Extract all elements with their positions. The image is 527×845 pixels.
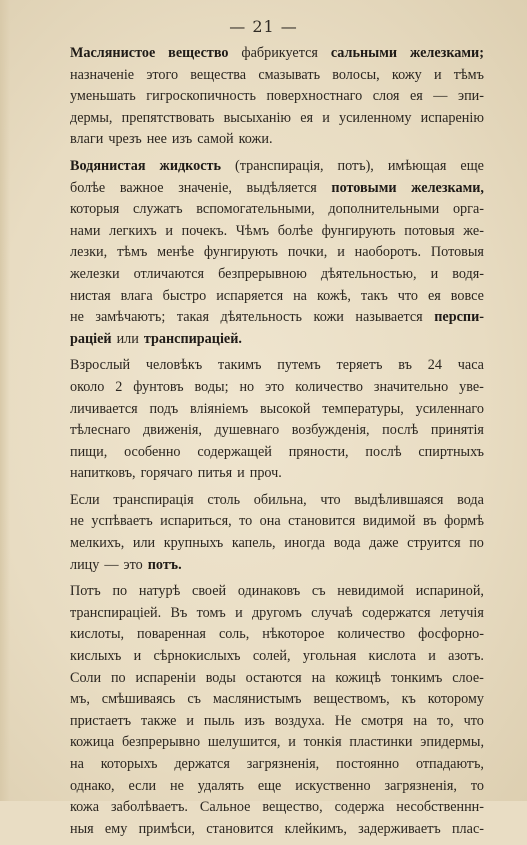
- text-line: [70, 307, 484, 329]
- word: железками,: [411, 179, 484, 196]
- word: фунгирують: [321, 222, 396, 239]
- word: тонкія: [303, 734, 342, 751]
- word: лезки,: [70, 244, 108, 261]
- word: питья: [197, 465, 233, 482]
- word: Маслянистое: [70, 45, 156, 61]
- word: однако,: [70, 777, 115, 794]
- text-line: [70, 533, 484, 555]
- word: Водянистая: [70, 157, 146, 174]
- word: кожи: [313, 309, 344, 326]
- word: загрязненія,: [384, 777, 457, 794]
- word: своей: [192, 583, 227, 600]
- word: человѣкъ: [145, 357, 203, 374]
- word: смотря: [361, 712, 404, 729]
- word: вліяніемъ: [190, 400, 249, 417]
- word: держатся: [174, 756, 230, 772]
- word: такая: [176, 309, 209, 326]
- word: это: [265, 378, 285, 395]
- text-line: [70, 603, 484, 625]
- page-shadow-edge: [0, 0, 10, 801]
- word: невидимой: [337, 583, 404, 600]
- word: искуственно: [295, 777, 371, 794]
- word: назначеніе: [70, 66, 135, 83]
- word: уменьшать: [70, 88, 136, 105]
- text-line: [70, 819, 484, 841]
- word: ему: [104, 820, 128, 837]
- word: препятствовать: [121, 109, 215, 126]
- word: эпидермы,: [420, 734, 484, 751]
- text-line: [70, 442, 484, 464]
- word: и: [186, 712, 194, 729]
- word: постоянно: [336, 756, 400, 772]
- word: болѣе: [277, 222, 313, 239]
- word: и: [428, 648, 436, 665]
- text-line: [70, 797, 484, 819]
- word: легкихъ: [109, 222, 157, 239]
- word: усиленнаго: [415, 400, 484, 417]
- word: что: [397, 287, 419, 304]
- word: служатъ: [133, 201, 183, 218]
- word: ея: [409, 88, 423, 105]
- word: столь: [207, 491, 241, 508]
- word: шелушится,: [207, 734, 281, 751]
- word: вода: [333, 535, 361, 552]
- word: значительно: [373, 378, 449, 395]
- text-line: [70, 221, 484, 243]
- word: горячаго: [140, 465, 193, 482]
- text-line: [70, 624, 484, 646]
- word: вспомогательными,: [196, 201, 315, 218]
- word: тонкимъ: [390, 669, 443, 686]
- word: тѣлеснаго: [70, 422, 131, 439]
- word: веществомъ,: [313, 691, 390, 708]
- word: перспи-: [434, 309, 484, 326]
- word: слоя: [372, 88, 400, 105]
- text-line: [70, 86, 484, 108]
- word: съ: [187, 691, 201, 708]
- body-text: [70, 43, 484, 845]
- word: остаются: [245, 669, 302, 686]
- text-line: [70, 555, 484, 577]
- word: если: [128, 777, 157, 794]
- text-line: [70, 754, 484, 776]
- paragraph: [70, 156, 484, 350]
- word: становится: [206, 820, 274, 837]
- text-line: [70, 732, 484, 754]
- word: соль,: [218, 626, 250, 643]
- word: испариной,: [415, 583, 484, 600]
- word: и: [237, 465, 245, 482]
- word: Сальное: [199, 799, 251, 816]
- word: значеніе,: [178, 179, 232, 196]
- word: поваренная: [137, 626, 206, 643]
- word: тѣмъ: [453, 66, 484, 83]
- word: еще: [460, 157, 484, 174]
- word: и: [337, 244, 345, 261]
- word: же-: [463, 222, 484, 239]
- word: личивается: [70, 400, 138, 417]
- word: нами: [70, 222, 101, 239]
- word: теряетъ: [336, 357, 383, 374]
- word: еще: [257, 777, 282, 794]
- text-line: [70, 490, 484, 512]
- word: которыхъ: [100, 756, 158, 772]
- word: сальными: [330, 45, 398, 61]
- text-line: [70, 199, 484, 221]
- word: отличаются: [133, 265, 205, 282]
- word: содержащей: [197, 443, 272, 460]
- word: гигроскопичность: [146, 88, 256, 105]
- word: въ: [422, 513, 437, 530]
- word: тѣмъ: [117, 244, 148, 261]
- word: обильна,: [253, 491, 307, 508]
- word: содержа: [334, 799, 385, 816]
- word: испаряется: [216, 287, 284, 304]
- word: въ: [398, 357, 412, 374]
- word: съ: [311, 583, 326, 600]
- word: дѣятельность: [220, 309, 303, 326]
- word: фунтовъ: [133, 378, 184, 395]
- word: кожу: [391, 66, 422, 83]
- word: угольная: [302, 648, 357, 665]
- word: то: [470, 777, 484, 794]
- word: и: [430, 265, 439, 282]
- word: мелкихъ,: [70, 535, 125, 552]
- word: воздуха.: [274, 712, 325, 729]
- word: кислота: [368, 648, 416, 665]
- word: которому: [427, 691, 484, 708]
- word: несобственнн-: [396, 799, 484, 816]
- word: и: [322, 109, 330, 126]
- word: на: [311, 669, 326, 686]
- word: потъ.: [147, 556, 182, 573]
- word: волосы,: [332, 66, 380, 83]
- word: изъ: [171, 131, 193, 148]
- word: кислыхъ: [70, 648, 122, 665]
- word: особенно: [124, 443, 181, 460]
- word: не: [70, 309, 84, 326]
- word: выдѣлившаяся: [354, 491, 444, 508]
- word: и: [165, 222, 173, 239]
- word: Чѣмъ: [235, 222, 270, 239]
- word: потовыя: [404, 222, 455, 239]
- word: она: [259, 513, 281, 530]
- text-line: [70, 511, 484, 533]
- word: около: [70, 378, 105, 395]
- word: по: [469, 535, 484, 552]
- word: путемъ: [277, 357, 321, 374]
- text-line: [70, 711, 484, 733]
- word: слое-: [452, 669, 484, 686]
- word: не: [170, 777, 184, 794]
- word: фунгирують: [203, 244, 278, 261]
- word: нѣкоторое: [262, 626, 325, 643]
- word: и: [133, 648, 142, 665]
- word: на: [70, 756, 84, 772]
- word: Не: [334, 712, 352, 729]
- word: или: [116, 330, 139, 347]
- word: поверхностнаго: [266, 88, 363, 105]
- word: капель,: [231, 535, 276, 552]
- word: послѣ: [365, 443, 402, 460]
- word: мъ,: [70, 691, 90, 708]
- word: 24: [427, 357, 442, 374]
- word: даже: [369, 535, 399, 552]
- word: также: [141, 712, 177, 729]
- word: этого: [146, 66, 179, 83]
- word: летучія: [439, 604, 484, 621]
- word: транспираціей.: [70, 604, 162, 621]
- word: называется: [355, 309, 423, 326]
- word: вода: [457, 491, 484, 508]
- word: иногда: [284, 535, 326, 552]
- text-line: [70, 286, 484, 308]
- word: загрязненія,: [246, 756, 320, 772]
- word: испариться,: [160, 513, 232, 530]
- word: по: [110, 669, 126, 686]
- text-line: [70, 399, 484, 421]
- word: Потовыя: [430, 244, 484, 261]
- word: водя-: [452, 265, 484, 282]
- word: уве-: [459, 378, 484, 395]
- word: потовыми: [331, 179, 397, 196]
- word: такъ: [360, 287, 388, 304]
- word: Если: [70, 491, 100, 508]
- word: чрезъ: [108, 131, 142, 148]
- word: воды;: [194, 378, 229, 395]
- word: почекъ.: [181, 222, 228, 239]
- word: и: [288, 734, 296, 751]
- word: важное: [119, 179, 164, 196]
- word: движенія,: [142, 422, 202, 439]
- word: или: [132, 535, 156, 552]
- text-line: [70, 377, 484, 399]
- word: потъ),: [337, 157, 374, 174]
- word: и: [433, 66, 442, 83]
- word: азотъ.: [448, 648, 484, 665]
- word: Потъ: [70, 583, 101, 600]
- word: клейкимъ,: [284, 820, 347, 837]
- word: душевнаго: [214, 422, 280, 439]
- text-line: [70, 43, 484, 65]
- word: высыханію: [223, 109, 292, 126]
- word: кислоты,: [70, 626, 125, 643]
- word: —: [433, 88, 448, 105]
- word: —: [104, 556, 119, 573]
- word: безпрерывною: [218, 265, 307, 282]
- word: такимъ: [217, 357, 262, 374]
- word: другомъ: [251, 604, 302, 621]
- word: пластинки: [349, 734, 413, 751]
- word: то: [239, 513, 253, 530]
- word: транспираціей.: [143, 330, 242, 347]
- word: усиленному: [339, 109, 412, 126]
- word: задерживаетъ: [358, 820, 441, 837]
- word: отпадаютъ,: [415, 756, 484, 772]
- word: содержатся: [361, 604, 431, 621]
- word: заболѣваетъ.: [110, 799, 188, 816]
- word: вещества: [190, 66, 247, 83]
- text-line: [70, 420, 484, 442]
- word: томъ: [196, 604, 226, 621]
- text-line: [70, 646, 484, 668]
- word: одинаковъ: [237, 583, 301, 600]
- word: нистая: [70, 287, 111, 304]
- word: имѣющая: [387, 157, 447, 174]
- text-line: [70, 355, 484, 377]
- word: выдѣляется: [246, 179, 317, 196]
- word: изъ: [244, 712, 265, 729]
- text-line: [70, 463, 484, 485]
- word: принятія: [430, 422, 484, 439]
- paragraph: [70, 581, 484, 840]
- word: температуры,: [322, 400, 404, 417]
- word: подъ: [149, 400, 179, 417]
- word: кожа: [70, 799, 100, 816]
- word: но: [239, 378, 255, 395]
- word: раціей: [70, 330, 112, 347]
- word: пряности,: [288, 443, 349, 460]
- text-line: [70, 776, 484, 798]
- word: удалять: [197, 777, 244, 794]
- word: случаѣ: [311, 604, 353, 621]
- word: Взрослый: [70, 357, 131, 374]
- word: жидкость: [159, 157, 222, 174]
- text-line: [70, 129, 484, 151]
- word: почки,: [287, 244, 328, 261]
- word: нее: [146, 131, 167, 148]
- word: напитковъ,: [70, 465, 136, 482]
- word: 2: [115, 378, 123, 395]
- word: къ: [401, 691, 416, 708]
- word: влаги: [70, 131, 104, 148]
- text-line: [70, 65, 484, 87]
- word: на: [413, 712, 428, 729]
- word: возбужденія,: [291, 422, 370, 439]
- word: маслянистымъ: [212, 691, 302, 708]
- word: примѣси,: [138, 820, 195, 837]
- word: безпрерывно: [121, 734, 201, 751]
- word: высокой: [259, 400, 311, 417]
- word: вещество: [168, 45, 229, 61]
- word: ея: [427, 287, 441, 304]
- word: количество: [337, 626, 406, 643]
- word: кожѣ,: [316, 287, 351, 304]
- word: солей,: [252, 648, 291, 665]
- word: болѣе: [70, 179, 106, 196]
- word: плас-: [451, 820, 484, 837]
- word: количество: [295, 378, 363, 395]
- word: и: [235, 604, 243, 621]
- word: кожица: [70, 734, 115, 751]
- word: менѣе: [157, 244, 195, 261]
- word: не: [70, 513, 84, 530]
- word: пыль: [203, 712, 235, 729]
- word: фосфорно-: [418, 626, 484, 643]
- word: вещество,: [262, 799, 323, 816]
- word: по: [112, 583, 128, 600]
- word: Въ: [170, 604, 188, 621]
- word: наоборотъ.: [354, 244, 422, 261]
- word: крупныхъ: [163, 535, 224, 552]
- word: лицу: [70, 556, 100, 573]
- word: струится: [407, 535, 461, 552]
- word: фабрикуется: [241, 45, 318, 61]
- word: воды: [205, 669, 236, 686]
- word: кожицѣ: [335, 669, 381, 686]
- word: дѣятельностью,: [320, 265, 417, 282]
- word: сѣрнокислыхъ: [153, 648, 241, 665]
- word: пищи,: [70, 443, 108, 460]
- word: испаренію: [420, 109, 484, 126]
- word: послѣ: [382, 422, 419, 439]
- word: железки: [70, 265, 120, 282]
- word: это: [123, 556, 143, 573]
- word: Соли: [70, 669, 102, 686]
- word: то,: [437, 712, 454, 729]
- word: вовсе: [450, 287, 484, 304]
- word: дермы,: [70, 109, 113, 126]
- word: что: [463, 712, 484, 729]
- page-number: — 21 —: [229, 17, 298, 36]
- word: орга-: [452, 201, 484, 218]
- text-line: [70, 242, 484, 264]
- paragraph: [70, 355, 484, 485]
- word: самой: [197, 131, 234, 148]
- word: натурѣ: [138, 583, 181, 600]
- word: видимой: [362, 513, 416, 530]
- word: часа: [457, 357, 484, 374]
- text-line: [70, 581, 484, 603]
- word: успѣваетъ: [91, 513, 153, 530]
- paragraph: [70, 43, 484, 151]
- word: проч.: [249, 465, 282, 482]
- text-line: [70, 668, 484, 690]
- text-line: [70, 689, 484, 711]
- word: смазывать: [258, 66, 321, 83]
- word: на: [293, 287, 307, 304]
- word: кожи.: [238, 131, 273, 148]
- word: влага: [120, 287, 153, 304]
- paragraph: [70, 490, 484, 576]
- word: эпи-: [457, 88, 484, 105]
- text-line: [70, 108, 484, 130]
- text-line: [70, 178, 484, 200]
- text-line: [70, 264, 484, 286]
- word: испареніи: [135, 669, 196, 686]
- word: замѣчаютъ;: [95, 309, 166, 326]
- word: которыя: [70, 201, 120, 218]
- word: формѣ: [444, 513, 484, 530]
- word: железками;: [409, 45, 484, 61]
- word: спиртныхъ: [418, 443, 484, 460]
- word: становится: [288, 513, 356, 530]
- word: дополнительными: [328, 201, 440, 218]
- word: что: [320, 491, 341, 508]
- word: (транспирація,: [235, 157, 324, 174]
- word: ныя: [70, 820, 94, 837]
- word: пристаетъ: [70, 712, 132, 729]
- word: быстро: [162, 287, 207, 304]
- word: ея: [300, 109, 314, 126]
- text-line: [70, 156, 484, 178]
- text-line: [70, 329, 484, 351]
- word: транспирація: [113, 491, 194, 508]
- word: смѣшиваясь: [101, 691, 176, 708]
